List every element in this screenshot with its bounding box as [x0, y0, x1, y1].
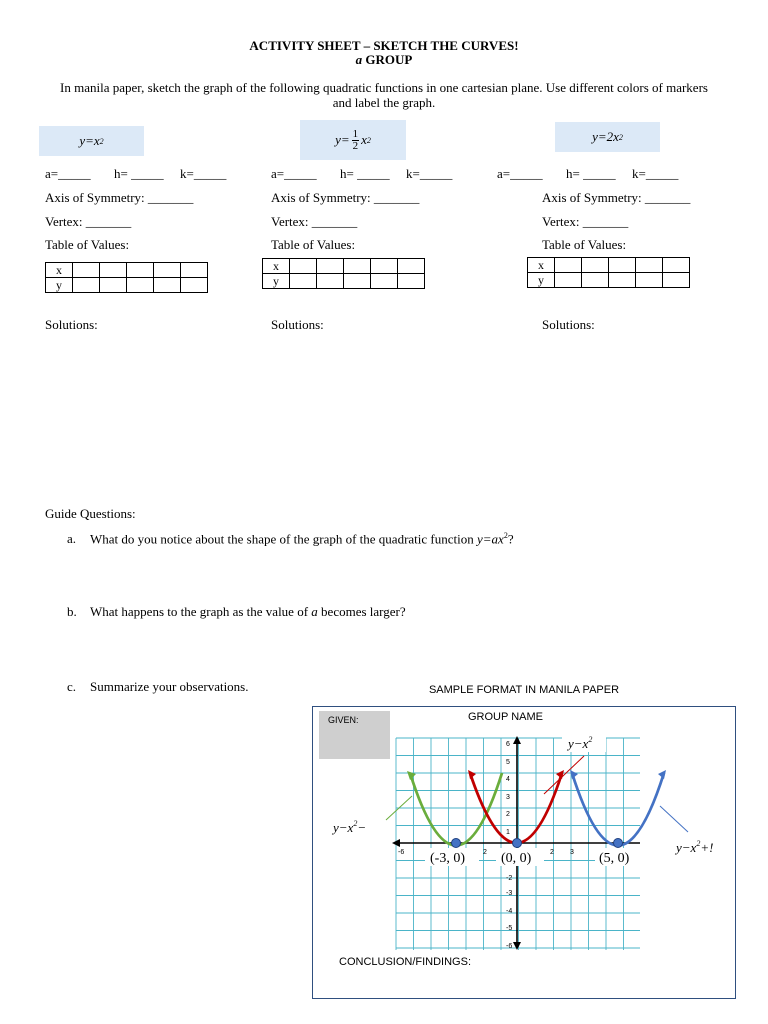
cell[interactable] [317, 274, 344, 289]
cell[interactable] [154, 263, 181, 278]
question-text: What do you notice about the shape of the graph of the quadratic function [90, 531, 477, 547]
table-of-values-label: Table of Values: [45, 237, 130, 252]
row-y-label: y [263, 274, 290, 289]
cell[interactable] [636, 273, 663, 288]
eq-exp: 2 [353, 819, 358, 828]
vertex-point [452, 839, 461, 848]
blue-parabola [572, 773, 664, 846]
y-tick-label: 2 [506, 811, 510, 818]
y-tick-label: -2 [506, 875, 513, 882]
y-tick-label: 4 [506, 776, 510, 783]
formula-lhs: y= [79, 133, 94, 148]
eq-left-label [331, 819, 366, 835]
y-tick-label: -3 [506, 890, 513, 897]
formula-var: x [361, 132, 367, 147]
cell[interactable] [127, 278, 154, 293]
solutions-label: Solutions: [542, 317, 595, 332]
fraction [352, 129, 360, 152]
formula-exp: 2 [366, 135, 371, 145]
k-field[interactable]: k=_____ [406, 166, 453, 181]
table-of-values [262, 258, 425, 289]
formula-var: x [93, 133, 100, 148]
formula-box-2 [300, 120, 406, 160]
row-x-label: x [528, 258, 555, 273]
x-tick-label: 3 [570, 849, 574, 856]
row-x-label: x [46, 263, 73, 278]
table-of-values [527, 257, 690, 288]
page-subtitle [0, 52, 768, 68]
a-field[interactable]: a=_____ [497, 166, 543, 181]
formula-box-3 [555, 122, 660, 152]
a-field[interactable]: a=_____ [45, 166, 91, 181]
y-axis-arrow-down [513, 942, 521, 950]
cell[interactable] [398, 274, 425, 289]
y-tick-label: 6 [506, 741, 510, 748]
group-name: GROUP NAME [468, 711, 543, 723]
x-ticks [398, 849, 574, 856]
formula-lhs: y= [335, 132, 350, 147]
y-tick-label: -5 [506, 925, 513, 932]
x-tick-label: 2 [550, 849, 554, 856]
formula-exp: 2 [618, 132, 623, 142]
eq-text: y−x [333, 820, 354, 835]
cell[interactable] [582, 258, 609, 273]
vertex-point [513, 839, 522, 848]
cell[interactable] [371, 274, 398, 289]
subtitle-var: a [355, 52, 363, 67]
formula-lhs: y= [592, 129, 607, 144]
cell[interactable] [290, 274, 317, 289]
k-field[interactable]: k=_____ [632, 166, 679, 181]
point-label: (0, 0) [501, 851, 532, 866]
point-label: (-3, 0) [430, 851, 465, 866]
y-tick-label: 5 [506, 759, 510, 766]
vertex-field[interactable]: Vertex: _______ [45, 214, 132, 229]
axis-of-symmetry-field[interactable]: Axis of Symmetry: _______ [45, 190, 194, 205]
question-a-letter: a. [67, 531, 77, 546]
cell[interactable] [73, 278, 100, 293]
y-tick-label: 1 [506, 829, 510, 836]
intro-text: In manila paper, sketch the graph of the following quadratic functions in one cartesian plane. Use different colors of markers and label the graph. [60, 80, 708, 110]
h-field[interactable]: h= _____ [114, 166, 164, 181]
table-of-values-label: Table of Values: [542, 237, 627, 252]
question-exp: 2 [503, 531, 508, 540]
cell[interactable] [663, 273, 690, 288]
frac-num: 1 [352, 127, 359, 140]
subtitle-rest: GROUP [362, 52, 413, 67]
vertex-field[interactable]: Vertex: _______ [542, 214, 629, 229]
y-axis-arrow [513, 736, 521, 744]
eq-text: y−x [568, 736, 589, 751]
table-of-values [45, 262, 208, 293]
cell[interactable] [181, 278, 208, 293]
cell[interactable] [100, 278, 127, 293]
row-y-label: y [528, 273, 555, 288]
guide-questions-heading: Guide Questions: [45, 506, 136, 521]
formula-box-1 [39, 126, 144, 156]
axis-of-symmetry-field[interactable]: Axis of Symmetry: _______ [271, 190, 420, 205]
formula-var: x [613, 129, 619, 144]
green-parabola [410, 773, 502, 846]
cell[interactable] [663, 258, 690, 273]
eq-tail: +! [700, 840, 714, 855]
question-formula: y=ax [477, 531, 504, 547]
cell[interactable] [100, 263, 127, 278]
eq-exp: 2 [588, 735, 593, 744]
cell[interactable] [371, 259, 398, 274]
cell[interactable] [73, 263, 100, 278]
question-a [90, 531, 514, 547]
cell[interactable] [181, 263, 208, 278]
cell[interactable] [344, 259, 371, 274]
h-field[interactable]: h= _____ [566, 166, 616, 181]
formula-coef: 2 [606, 129, 614, 144]
question-text: becomes larger? [317, 604, 406, 619]
question-c-letter: c. [67, 679, 77, 694]
cell[interactable] [127, 263, 154, 278]
cell[interactable] [398, 259, 425, 274]
formula-exp: 2 [99, 136, 104, 146]
frac-den: 2 [352, 139, 359, 152]
cell[interactable] [636, 258, 663, 273]
k-field[interactable]: k=_____ [180, 166, 227, 181]
table-of-values-label: Table of Values: [271, 237, 356, 252]
question-b-letter: b. [67, 604, 77, 619]
question-var: a [311, 604, 318, 619]
question-c: Summarize your observations. [90, 679, 249, 694]
y-tick-label: -6 [506, 943, 513, 950]
cell[interactable] [555, 273, 582, 288]
sample-heading: SAMPLE FORMAT IN MANILA PAPER [428, 684, 620, 696]
y-ticks [506, 741, 512, 950]
vertex-field[interactable]: Vertex: _______ [271, 214, 358, 229]
question-end: ? [507, 531, 514, 547]
blue-pointer [660, 806, 688, 832]
question-text: What happens to the graph as the value of [90, 604, 312, 619]
row-x-label: x [263, 259, 290, 274]
cell[interactable] [317, 259, 344, 274]
page-title: ACTIVITY SHEET – SKETCH THE CURVES! [249, 38, 519, 53]
solutions-label: Solutions: [45, 317, 98, 332]
cell[interactable] [582, 273, 609, 288]
row-y-label: y [46, 278, 73, 293]
cell[interactable] [154, 278, 181, 293]
vertex-point [614, 839, 623, 848]
sample-graph [300, 728, 740, 953]
h-field[interactable]: h= _____ [340, 166, 390, 181]
eq-text: y−x [676, 840, 697, 855]
cell[interactable] [609, 258, 636, 273]
x-tick-label: 2 [483, 849, 487, 856]
y-tick-label: 3 [506, 794, 510, 801]
eq-tail: − [357, 820, 367, 835]
cell[interactable] [344, 274, 371, 289]
cell[interactable] [609, 273, 636, 288]
given-label: GIVEN: [328, 715, 359, 725]
question-b [90, 604, 406, 620]
conclusion-label: CONCLUSION/FINDINGS: [339, 956, 472, 968]
solutions-label: Solutions: [271, 317, 324, 332]
y-tick-label: -4 [506, 908, 513, 915]
point-label: (5, 0) [599, 851, 630, 866]
cell[interactable] [555, 258, 582, 273]
eq-exp: 2 [696, 839, 701, 848]
eq-right-label [674, 839, 713, 855]
axis-of-symmetry-field[interactable]: Axis of Symmetry: _______ [542, 190, 691, 205]
a-field[interactable]: a=_____ [271, 166, 317, 181]
x-tick-label: -6 [398, 849, 405, 856]
cell[interactable] [290, 259, 317, 274]
